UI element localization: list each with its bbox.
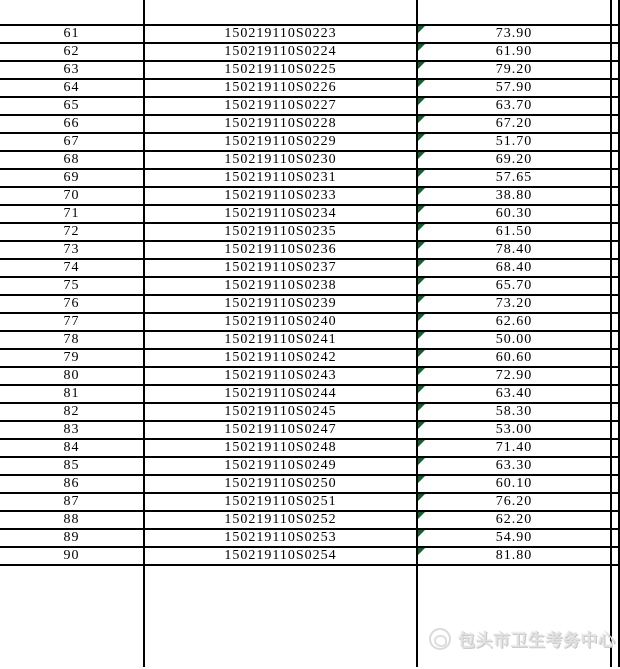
table-row — [0, 332, 620, 350]
score-value: 57.90 — [495, 80, 533, 95]
green-corner-triangle-indicator-icon — [418, 278, 425, 285]
score-value: 65.70 — [495, 278, 533, 293]
score-value: 38.80 — [495, 188, 533, 203]
table-row — [0, 530, 620, 548]
row-number-cell[interactable]: 68 — [0, 152, 145, 170]
score-value: 58.30 — [495, 404, 533, 419]
table-row — [0, 170, 620, 188]
table-row — [0, 314, 620, 332]
row-number-cell[interactable]: 62 — [0, 44, 145, 62]
candidate-id-cell[interactable]: 150219110S0236 — [145, 242, 418, 260]
empty-cell[interactable] — [418, 0, 612, 26]
empty-cell — [612, 62, 620, 80]
empty-cell[interactable] — [0, 0, 145, 26]
empty-cell[interactable] — [0, 566, 145, 667]
row-number-cell[interactable]: 79 — [0, 350, 145, 368]
green-corner-triangle-indicator-icon — [418, 206, 425, 213]
score-value: 63.40 — [495, 386, 533, 401]
score-cell[interactable] — [418, 206, 612, 224]
empty-cell — [612, 296, 620, 314]
empty-cell — [612, 224, 620, 242]
empty-cell — [612, 0, 620, 26]
empty-cell — [612, 98, 620, 116]
score-value: 72.90 — [495, 368, 533, 383]
empty-cell — [612, 494, 620, 512]
empty-cell — [612, 44, 620, 62]
empty-cell[interactable] — [418, 566, 612, 667]
score-value: 71.40 — [495, 440, 533, 455]
green-corner-triangle-indicator-icon — [418, 404, 425, 411]
row-number-cell[interactable]: 89 — [0, 530, 145, 548]
green-corner-triangle-indicator-icon — [418, 422, 425, 429]
row-number-cell[interactable]: 82 — [0, 404, 145, 422]
candidate-id-cell[interactable]: 150219110S0224 — [145, 44, 418, 62]
score-cell[interactable] — [418, 350, 612, 368]
row-number-cell[interactable]: 83 — [0, 422, 145, 440]
candidate-id-cell[interactable]: 150219110S0233 — [145, 188, 418, 206]
green-corner-triangle-indicator-icon — [418, 170, 425, 177]
table-row — [0, 134, 620, 152]
green-corner-triangle-indicator-icon — [418, 386, 425, 393]
row-number-cell[interactable]: 87 — [0, 494, 145, 512]
score-value: 50.00 — [495, 332, 533, 347]
empty-cell[interactable] — [145, 0, 418, 26]
score-value: 73.90 — [495, 26, 533, 41]
candidate-id-cell[interactable]: 150219110S0226 — [145, 80, 418, 98]
empty-cell — [612, 404, 620, 422]
score-cell[interactable] — [418, 314, 612, 332]
score-value: 78.40 — [495, 242, 533, 257]
candidate-id-cell[interactable]: 150219110S0241 — [145, 332, 418, 350]
empty-cell — [612, 278, 620, 296]
empty-cell — [612, 260, 620, 278]
score-value: 60.10 — [495, 476, 533, 491]
score-cell[interactable] — [418, 44, 612, 62]
table-row — [0, 152, 620, 170]
score-cell[interactable] — [418, 422, 612, 440]
table-row — [0, 404, 620, 422]
green-corner-triangle-indicator-icon — [418, 296, 425, 303]
score-cell[interactable] — [418, 440, 612, 458]
green-corner-triangle-indicator-icon — [418, 188, 425, 195]
row-number-cell[interactable]: 81 — [0, 386, 145, 404]
candidate-id-cell[interactable]: 150219110S0228 — [145, 116, 418, 134]
score-value: 67.20 — [495, 116, 533, 131]
candidate-id-cell[interactable]: 150219110S0254 — [145, 548, 418, 566]
candidate-id-cell[interactable]: 150219110S0234 — [145, 206, 418, 224]
row-number-cell[interactable]: 85 — [0, 458, 145, 476]
row-number-cell[interactable]: 70 — [0, 188, 145, 206]
candidate-id-cell[interactable]: 150219110S0235 — [145, 224, 418, 242]
table-row — [0, 80, 620, 98]
row-number-cell[interactable]: 67 — [0, 134, 145, 152]
green-corner-triangle-indicator-icon — [418, 368, 425, 375]
empty-cell — [612, 458, 620, 476]
score-cell[interactable] — [418, 134, 612, 152]
green-corner-triangle-indicator-icon — [418, 458, 425, 465]
score-value: 62.20 — [495, 512, 533, 527]
empty-cell — [612, 530, 620, 548]
row-number-cell[interactable]: 73 — [0, 242, 145, 260]
table-row — [0, 278, 620, 296]
empty-footer-row — [0, 566, 620, 667]
row-number-cell[interactable]: 64 — [0, 80, 145, 98]
table-row — [0, 242, 620, 260]
row-number-cell[interactable]: 65 — [0, 98, 145, 116]
score-value: 54.90 — [495, 530, 533, 545]
green-corner-triangle-indicator-icon — [418, 260, 425, 267]
candidate-id-cell[interactable]: 150219110S0227 — [145, 98, 418, 116]
table-row — [0, 98, 620, 116]
score-value: 60.30 — [495, 206, 533, 221]
table-row — [0, 440, 620, 458]
green-corner-triangle-indicator-icon — [418, 314, 425, 321]
row-number-cell[interactable]: 72 — [0, 224, 145, 242]
green-corner-triangle-indicator-icon — [418, 512, 425, 519]
empty-cell — [612, 368, 620, 386]
row-number-cell[interactable]: 78 — [0, 332, 145, 350]
score-cell[interactable] — [418, 170, 612, 188]
empty-cell — [612, 548, 620, 566]
row-number-cell[interactable]: 76 — [0, 296, 145, 314]
green-corner-triangle-indicator-icon — [418, 242, 425, 249]
watermark — [429, 626, 616, 651]
table-row — [0, 26, 620, 44]
empty-cell — [612, 152, 620, 170]
candidate-id-cell[interactable]: 150219110S0251 — [145, 494, 418, 512]
candidate-id-cell[interactable]: 150219110S0249 — [145, 458, 418, 476]
green-corner-triangle-indicator-icon — [418, 350, 425, 357]
score-cell[interactable] — [418, 62, 612, 80]
candidate-id-cell[interactable]: 150219110S0225 — [145, 62, 418, 80]
empty-cell — [612, 188, 620, 206]
table-row — [0, 296, 620, 314]
score-value: 63.30 — [495, 458, 533, 473]
table-row — [0, 368, 620, 386]
green-corner-triangle-indicator-icon — [418, 62, 425, 69]
score-cell[interactable] — [418, 260, 612, 278]
score-value: 57.65 — [495, 170, 533, 185]
empty-cell — [612, 206, 620, 224]
empty-cell — [612, 332, 620, 350]
score-value: 81.80 — [495, 548, 533, 563]
green-corner-triangle-indicator-icon — [418, 476, 425, 483]
row-number-cell[interactable]: 84 — [0, 440, 145, 458]
green-corner-triangle-indicator-icon — [418, 530, 425, 537]
empty-cell — [612, 512, 620, 530]
green-corner-triangle-indicator-icon — [418, 116, 425, 123]
green-corner-triangle-indicator-icon — [418, 224, 425, 231]
table-row — [0, 458, 620, 476]
score-cell[interactable] — [418, 404, 612, 422]
score-value: 61.50 — [495, 224, 533, 239]
empty-cell — [612, 476, 620, 494]
score-value: 73.20 — [495, 296, 533, 311]
empty-cell — [612, 134, 620, 152]
score-cell[interactable] — [418, 80, 612, 98]
candidate-id-cell[interactable]: 150219110S0230 — [145, 152, 418, 170]
green-corner-triangle-indicator-icon — [418, 548, 425, 555]
score-value: 63.70 — [495, 98, 533, 113]
table-row — [0, 116, 620, 134]
candidate-id-cell[interactable]: 150219110S0238 — [145, 278, 418, 296]
candidate-id-cell[interactable]: 150219110S0223 — [145, 26, 418, 44]
round-seal-logo-icon — [429, 628, 451, 650]
green-corner-triangle-indicator-icon — [418, 80, 425, 87]
candidate-id-cell[interactable]: 150219110S0250 — [145, 476, 418, 494]
score-cell[interactable] — [418, 26, 612, 44]
score-value: 68.40 — [495, 260, 533, 275]
empty-cell — [612, 566, 620, 667]
score-value: 60.60 — [495, 350, 533, 365]
empty-cell — [612, 170, 620, 188]
row-number-cell[interactable]: 90 — [0, 548, 145, 566]
table-row — [0, 422, 620, 440]
score-value: 76.20 — [495, 494, 533, 509]
green-corner-triangle-indicator-icon — [418, 152, 425, 159]
score-cell[interactable] — [418, 386, 612, 404]
row-number-cell[interactable]: 88 — [0, 512, 145, 530]
green-corner-triangle-indicator-icon — [418, 98, 425, 105]
empty-cell — [612, 242, 620, 260]
row-number-cell[interactable]: 77 — [0, 314, 145, 332]
table-row — [0, 386, 620, 404]
score-cell[interactable] — [418, 296, 612, 314]
table-row — [0, 512, 620, 530]
empty-cell — [612, 314, 620, 332]
score-value: 69.20 — [495, 152, 533, 167]
table-row — [0, 476, 620, 494]
row-number-cell[interactable]: 66 — [0, 116, 145, 134]
empty-cell — [612, 422, 620, 440]
green-corner-triangle-indicator-icon — [418, 440, 425, 447]
score-value: 53.00 — [495, 422, 533, 437]
empty-cell[interactable] — [145, 566, 418, 667]
score-cell[interactable] — [418, 224, 612, 242]
score-value: 51.70 — [495, 134, 533, 149]
table-row — [0, 548, 620, 566]
green-corner-triangle-indicator-icon — [418, 26, 425, 33]
candidate-id-cell[interactable]: 150219110S0229 — [145, 134, 418, 152]
table-row — [0, 44, 620, 62]
candidate-id-cell[interactable]: 150219110S0245 — [145, 404, 418, 422]
score-value: 79.20 — [495, 62, 533, 77]
table-row — [0, 62, 620, 80]
score-cell[interactable] — [418, 188, 612, 206]
candidate-id-cell[interactable]: 150219110S0231 — [145, 170, 418, 188]
partial-empty-row — [0, 0, 620, 26]
score-cell[interactable] — [418, 116, 612, 134]
empty-cell — [612, 386, 620, 404]
candidate-id-cell[interactable]: 150219110S0247 — [145, 422, 418, 440]
table-row — [0, 350, 620, 368]
empty-cell — [612, 440, 620, 458]
score-cell[interactable] — [418, 332, 612, 350]
score-cell[interactable] — [418, 368, 612, 386]
row-number-cell[interactable]: 61 — [0, 26, 145, 44]
score-value: 61.90 — [495, 44, 533, 59]
table-row — [0, 206, 620, 224]
empty-cell — [612, 350, 620, 368]
green-corner-triangle-indicator-icon — [418, 134, 425, 141]
candidate-id-cell[interactable]: 150219110S0240 — [145, 314, 418, 332]
candidate-id-cell[interactable]: 150219110S0237 — [145, 260, 418, 278]
score-cell[interactable] — [418, 152, 612, 170]
row-number-cell[interactable]: 86 — [0, 476, 145, 494]
green-corner-triangle-indicator-icon — [418, 494, 425, 501]
table-row — [0, 224, 620, 242]
green-corner-triangle-indicator-icon — [418, 44, 425, 51]
watermark-text: 包头市卫生考务中心 — [458, 631, 616, 650]
score-cell[interactable] — [418, 512, 612, 530]
table-row — [0, 188, 620, 206]
table-row — [0, 260, 620, 278]
row-number-cell[interactable]: 80 — [0, 368, 145, 386]
candidate-id-cell[interactable]: 150219110S0252 — [145, 512, 418, 530]
row-number-cell[interactable]: 75 — [0, 278, 145, 296]
empty-cell — [612, 116, 620, 134]
score-value: 62.60 — [495, 314, 533, 329]
score-cell[interactable] — [418, 476, 612, 494]
candidate-id-cell[interactable]: 150219110S0253 — [145, 530, 418, 548]
score-cell[interactable] — [418, 242, 612, 260]
empty-cell — [612, 80, 620, 98]
row-number-cell[interactable]: 74 — [0, 260, 145, 278]
row-number-cell[interactable]: 69 — [0, 170, 145, 188]
score-cell[interactable] — [418, 458, 612, 476]
score-cell[interactable] — [418, 98, 612, 116]
score-cell[interactable] — [418, 530, 612, 548]
candidate-id-cell[interactable]: 150219110S0243 — [145, 368, 418, 386]
row-number-cell[interactable]: 71 — [0, 206, 145, 224]
score-cell[interactable] — [418, 278, 612, 296]
score-cell[interactable] — [418, 494, 612, 512]
score-cell[interactable] — [418, 548, 612, 566]
row-number-cell[interactable]: 63 — [0, 62, 145, 80]
green-corner-triangle-indicator-icon — [418, 332, 425, 339]
candidate-id-cell[interactable]: 150219110S0239 — [145, 296, 418, 314]
table-row — [0, 494, 620, 512]
candidate-id-cell[interactable]: 150219110S0242 — [145, 350, 418, 368]
candidate-id-cell[interactable]: 150219110S0248 — [145, 440, 418, 458]
candidate-id-cell[interactable]: 150219110S0244 — [145, 386, 418, 404]
empty-cell — [612, 26, 620, 44]
